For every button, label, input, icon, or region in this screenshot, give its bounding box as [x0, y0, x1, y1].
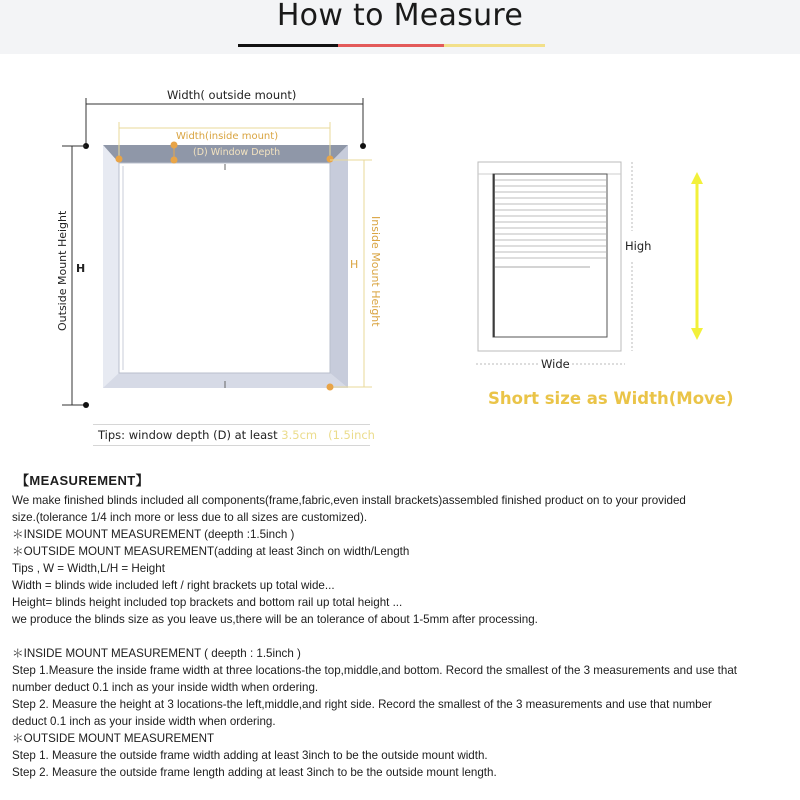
inside-step-1b: number deduct 0.1 inch as your inside width when ordering. — [12, 681, 319, 694]
outside-mount-heading: ＊OUTSIDE MOUNT MEASUREMENT — [12, 732, 215, 745]
wide-label: Wide — [541, 357, 570, 371]
inside-step-2a: Step 2. Measure the height at 3 locations-the left,middle,and right side. Record the smallest of the 3 measurements and use that number — [12, 698, 712, 711]
measurement-instructions — [12, 472, 800, 781]
inside-step-1a: Step 1.Measure the inside frame width at three locations-the top,middle,and bottom. Record the smallest of the 3 measurements and use that — [12, 664, 738, 677]
measurement-heading: 【MEASUREMENT】 — [16, 473, 150, 488]
outside-h-letter: H — [76, 262, 86, 275]
tips-line: Tips , W = Width,L/H = Height — [12, 562, 165, 575]
outside-mount-height-label: Outside Mount Height — [56, 210, 69, 332]
inside-step-2b: deduct 0.1 inch as your inside width when ordering. — [12, 715, 276, 728]
inside-mount-height-label: Inside Mount Height — [369, 215, 382, 327]
intro-line-2: size.(tolerance 1/4 inch more or less due to all sizes are customized). — [12, 511, 368, 524]
high-label: High — [625, 239, 652, 253]
inside-h-letter: H — [350, 258, 359, 271]
tips-cm-value: 3.5cm — [281, 428, 318, 442]
height-definition: Height= blinds height included top brackets and bottom rail up total height ... — [12, 596, 403, 609]
outside-step-2: Step 2. Measure the outside frame length adding at least 3inch to be the outside mount length. — [12, 766, 497, 779]
inside-mount-heading: ＊INSIDE MOUNT MEASUREMENT ( deepth : 1.5inch ) — [12, 647, 301, 660]
width-definition: Width = blinds wide included left / right brackets up total wide... — [12, 579, 335, 592]
tips-text: window depth (D) at least — [125, 428, 282, 442]
window-depth-label: (D) Window Depth — [193, 147, 281, 158]
page-title: How to Measure — [276, 0, 524, 33]
tips-prefix: Tips: — [98, 428, 126, 442]
width-inside-mount-label: Width(inside mount) — [176, 131, 279, 142]
intro-line-1: We make finished blinds included all components(frame,fabric,even install brackets)assembled finished product on to your provided — [12, 494, 686, 507]
inside-mount-short: ＊INSIDE MOUNT MEASUREMENT (deepth :1.5inch ) — [12, 528, 295, 541]
window-depth-tip — [93, 424, 375, 446]
width-outside-mount-label: Width( outside mount) — [167, 88, 297, 102]
spacer — [12, 628, 800, 645]
outside-step-1: Step 1. Measure the outside frame width adding at least 3inch to be the outside mount width. — [12, 749, 488, 762]
tips-inch-value: (1.5inch — [328, 428, 375, 442]
tolerance-line: we produce the blinds size as you leave us,there will be an tolerance of about 1-5mm after processing. — [12, 613, 538, 626]
outside-mount-short: ＊OUTSIDE MOUNT MEASUREMENT(adding at least 3inch on width/Length — [12, 545, 410, 558]
short-size-caption: Short size as Width(Move) — [488, 389, 734, 408]
